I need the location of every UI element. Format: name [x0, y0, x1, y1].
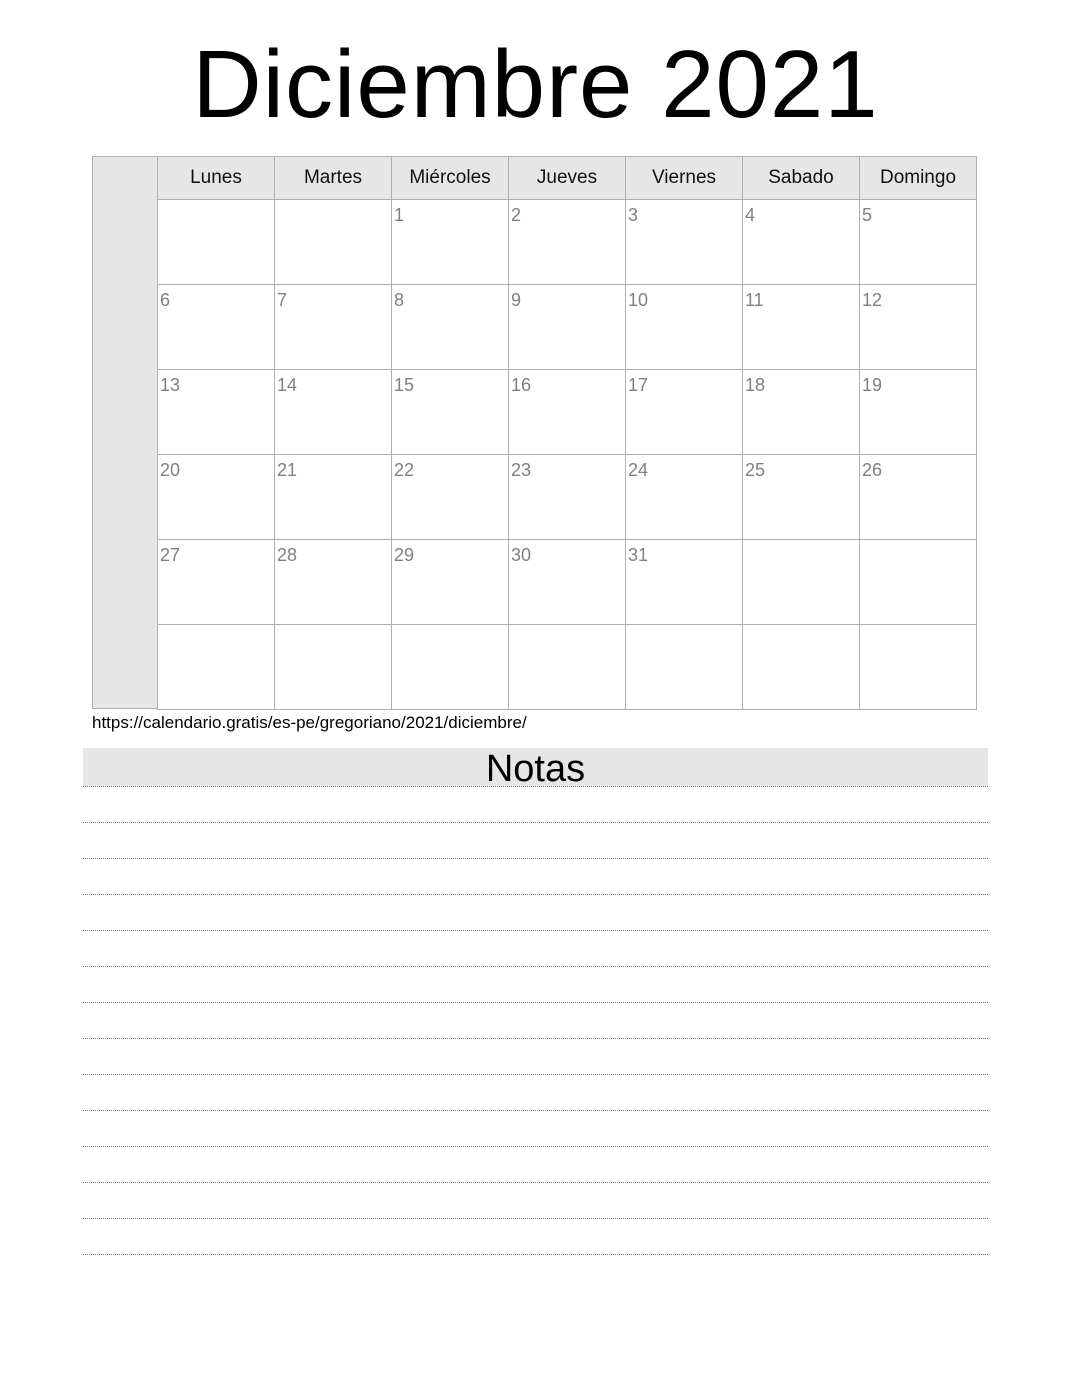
notes-title: Notas [83, 748, 988, 786]
day-number: 21 [277, 460, 298, 480]
day-cell [743, 200, 860, 285]
day-cell [626, 540, 743, 625]
note-line [83, 859, 988, 895]
day-number [860, 540, 976, 545]
day-number [158, 625, 274, 630]
day-number: 12 [862, 290, 883, 310]
day-cell [743, 370, 860, 455]
note-line [83, 931, 988, 967]
day-number: 2 [511, 205, 522, 225]
day-number: 10 [628, 290, 649, 310]
note-line [83, 1075, 988, 1111]
day-number: 29 [394, 545, 415, 565]
note-line [83, 786, 988, 823]
day-number: 13 [160, 375, 181, 395]
day-number: 5 [862, 205, 873, 225]
day-number: 19 [862, 375, 883, 395]
weekday-header: Martes [275, 157, 392, 200]
day-cell [626, 200, 743, 285]
day-cell [743, 540, 860, 625]
day-number: 28 [277, 545, 298, 565]
day-number [743, 540, 859, 545]
day-cell [860, 540, 977, 625]
day-cell [626, 455, 743, 540]
day-number [275, 625, 391, 630]
day-number: 27 [160, 545, 181, 565]
day-number: 1 [394, 205, 405, 225]
day-number: 14 [277, 375, 298, 395]
day-cell [743, 285, 860, 370]
day-cell [860, 285, 977, 370]
note-line [83, 823, 988, 859]
day-number [743, 625, 859, 630]
day-number: 18 [745, 375, 766, 395]
weekday-header: Viernes [626, 157, 743, 200]
day-cell [626, 370, 743, 455]
day-number: 30 [511, 545, 532, 565]
day-number: 11 [745, 290, 764, 310]
weekday-header: Domingo [860, 157, 977, 200]
week-row [158, 200, 977, 285]
week-row [158, 540, 977, 625]
weekday-header: Lunes [158, 157, 275, 200]
day-cell [509, 200, 626, 285]
day-cell [392, 625, 509, 710]
day-number: 8 [394, 290, 405, 310]
day-number: 6 [160, 290, 171, 310]
day-cell [392, 540, 509, 625]
source-url: https://calendario.gratis/es-pe/gregoriano/2021/diciembre/ [92, 713, 527, 732]
day-cell [626, 625, 743, 710]
day-number: 31 [628, 545, 649, 565]
week-row [158, 370, 977, 455]
day-cell [392, 200, 509, 285]
day-cell [509, 285, 626, 370]
day-cell [509, 370, 626, 455]
day-cell [275, 455, 392, 540]
day-cell [275, 285, 392, 370]
day-cell [275, 200, 392, 285]
day-number: 15 [394, 375, 415, 395]
week-row [158, 455, 977, 540]
week-row [158, 625, 977, 710]
day-cell [860, 455, 977, 540]
day-number [275, 200, 391, 205]
day-cell [860, 200, 977, 285]
day-number: 9 [511, 290, 522, 310]
day-cell [743, 625, 860, 710]
day-number: 3 [628, 205, 639, 225]
calendar-grid [157, 156, 977, 710]
weekday-header: Miércoles [392, 157, 509, 200]
day-cell [158, 540, 275, 625]
day-cell [275, 370, 392, 455]
weekday-header-row [158, 157, 977, 200]
notes-lines [83, 786, 988, 1255]
weekday-header: Jueves [509, 157, 626, 200]
day-number: 4 [745, 205, 756, 225]
day-cell [860, 625, 977, 710]
day-number: 25 [745, 460, 766, 480]
day-cell [158, 625, 275, 710]
note-line [83, 967, 988, 1003]
day-cell [158, 200, 275, 285]
note-line [83, 1147, 988, 1183]
day-cell [275, 625, 392, 710]
day-cell [392, 370, 509, 455]
day-number [626, 625, 742, 630]
day-number: 17 [628, 375, 649, 395]
day-number: 20 [160, 460, 181, 480]
day-number [509, 625, 625, 630]
day-cell [275, 540, 392, 625]
day-cell [392, 455, 509, 540]
day-number: 7 [277, 290, 288, 310]
day-cell [743, 455, 860, 540]
note-line [83, 895, 988, 931]
day-cell [509, 455, 626, 540]
note-line [83, 1183, 988, 1219]
day-cell [392, 285, 509, 370]
note-line [83, 1039, 988, 1075]
day-cell [158, 370, 275, 455]
day-number: 16 [511, 375, 532, 395]
week-row [158, 285, 977, 370]
note-line [83, 1219, 988, 1255]
day-number [392, 625, 508, 630]
day-cell [860, 370, 977, 455]
day-number [158, 200, 274, 205]
day-number: 26 [862, 460, 883, 480]
day-cell [158, 285, 275, 370]
page-title: Diciembre 2021 [192, 31, 879, 138]
day-number: 22 [394, 460, 415, 480]
note-line [83, 1003, 988, 1039]
day-cell [626, 285, 743, 370]
day-number [860, 625, 976, 630]
week-side-column [92, 156, 158, 709]
day-cell [158, 455, 275, 540]
day-cell [509, 540, 626, 625]
weekday-header: Sabado [743, 157, 860, 200]
day-number: 23 [511, 460, 532, 480]
note-line [83, 1111, 988, 1147]
day-cell [509, 625, 626, 710]
day-number: 24 [628, 460, 649, 480]
